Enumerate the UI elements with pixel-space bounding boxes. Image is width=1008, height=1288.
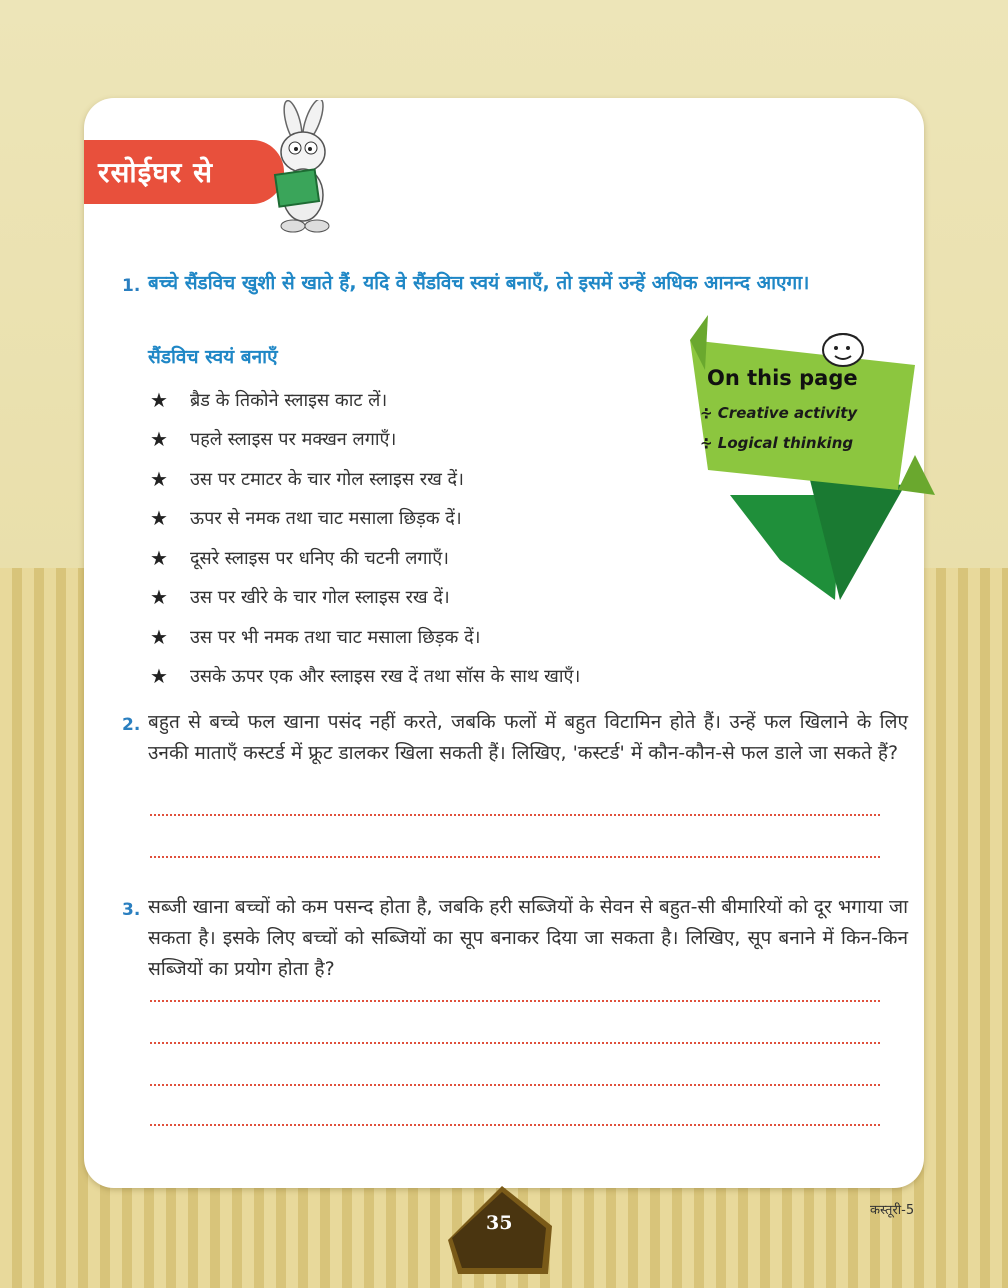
step-text: उस पर खीरे के चार गोल स्लाइस रख दें। [190, 587, 450, 609]
list-item [150, 499, 580, 539]
list-item [150, 538, 580, 578]
question-2-number: 2. [122, 715, 141, 735]
list-item [150, 657, 580, 697]
book-title-footer: कस्तूरी-5 [870, 1203, 915, 1218]
star-icon: ★ [150, 624, 168, 649]
question-3-text: सब्जी खाना बच्चों को कम पसन्द होता है, जबकि हरी सब्जियों के सेवन से बहुत-सी बीमारियों को दूर भगाया जा सकता है। इसके लिए बच्चों को सब्जियों का सूप बनाकर दिया जा सकता है। लिखिए, सूप बनाने में किन-किन सब्जियों का प्रयोग होता है? [148, 896, 908, 980]
question-3-number: 3. [122, 900, 141, 920]
on-this-page-item: ∻ Logical thinking [700, 434, 854, 452]
star-icon: ★ [150, 427, 168, 452]
star-icon: ★ [150, 585, 168, 610]
question-1-number: 1. [122, 276, 141, 296]
answer-line[interactable] [150, 1084, 880, 1086]
list-item [150, 617, 580, 657]
on-this-page-item: ∻ Creative activity [700, 404, 858, 422]
question-2-text: बहुत से बच्चे फल खाना पसंद नहीं करते, जबकि फलों में बहुत विटामिन होते हैं। उन्हें फल खिलाने के लिए उनकी माताएँ कस्टर्ड में फ्रूट डालकर खिला सकती हैं। लिखिए, 'कस्टर्ड' में कौन-कौन-से फल डाले जा सकते हैं? [148, 711, 908, 764]
smiley-face-icon [815, 328, 871, 370]
answer-line[interactable] [150, 1000, 880, 1002]
star-icon: ★ [150, 466, 168, 491]
answer-line[interactable] [150, 814, 880, 816]
list-item [150, 459, 580, 499]
step-text: उस पर भी नमक तथा चाट मसाला छिड़क दें। [190, 626, 481, 648]
star-icon: ★ [150, 545, 168, 570]
star-icon: ★ [150, 506, 168, 531]
on-this-page-title: On this page [707, 366, 858, 390]
question-1-text: बच्चे सैंडविच खुशी से खाते हैं, यदि वे सैंडविच स्वयं बनाएँ, तो इसमें उन्हें अधिक आनन्द आएगा। [148, 272, 810, 294]
answer-line[interactable] [150, 1042, 880, 1044]
list-item [150, 380, 580, 420]
list-item [150, 420, 580, 460]
reading-rabbit-icon [255, 100, 355, 235]
answer-line[interactable] [150, 1124, 880, 1126]
question-1-subheading: सैंडविच स्वयं बनाएँ [148, 346, 278, 368]
step-text: ऊपर से नमक तथा चाट मसाला छिड़क दें। [190, 508, 462, 530]
step-text: दूसरे स्लाइस पर धनिए की चटनी लगाएँ। [190, 547, 449, 569]
list-item [150, 578, 580, 618]
step-text: उस पर टमाटर के चार गोल स्लाइस रख दें। [190, 468, 464, 490]
section-title: रसोईघर से [98, 156, 214, 189]
step-text: ब्रैड के तिकोने स्लाइस काट लें। [190, 389, 388, 411]
star-icon: ★ [150, 387, 168, 412]
section-banner [84, 140, 284, 204]
sandwich-steps-list [150, 380, 580, 696]
star-icon: ★ [150, 664, 168, 689]
step-text: उसके ऊपर एक और स्लाइस रख दें तथा सॉस के साथ खाएँ। [190, 666, 581, 688]
step-text: पहले स्लाइस पर मक्खन लगाएँ। [190, 429, 397, 451]
answer-line[interactable] [150, 856, 880, 858]
on-this-page-ribbon [660, 310, 935, 600]
page-number: 35 [486, 1212, 513, 1234]
